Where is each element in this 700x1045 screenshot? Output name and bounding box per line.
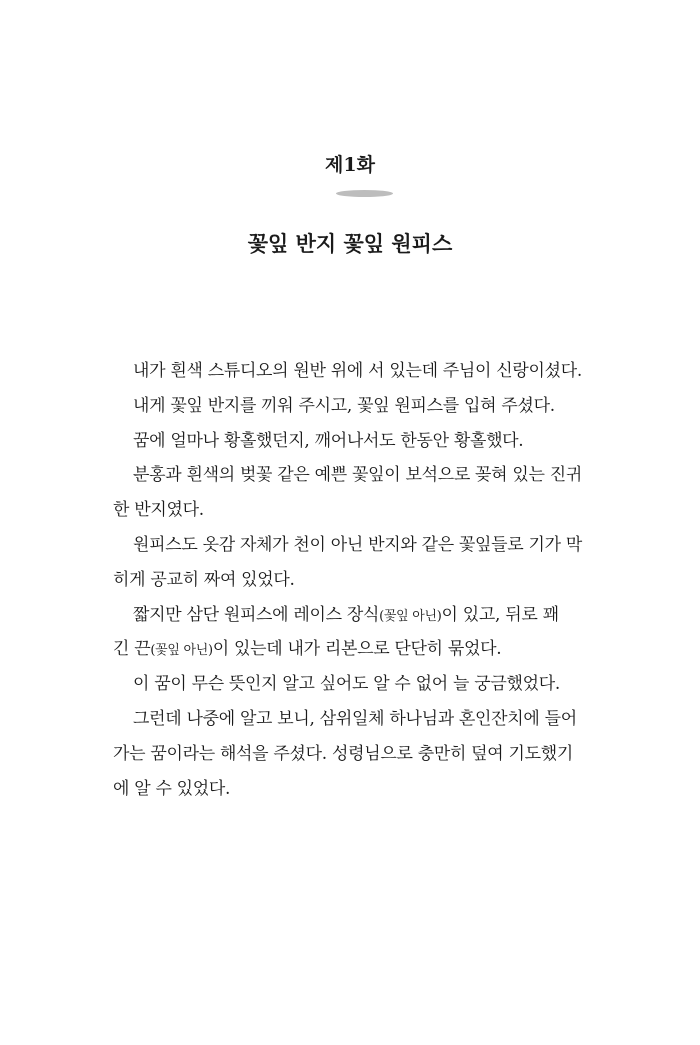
chapter-title: 꽃잎 반지 꽃잎 원피스 xyxy=(247,231,453,256)
text-line xyxy=(113,638,613,673)
text-segment: 이 있고, 뒤로 꽤 xyxy=(441,604,559,625)
text-line: 원피스도 옷감 자체가 천이 아닌 반지와 같은 꽃잎들로 기가 막 xyxy=(133,534,582,555)
text-line: 가는 꿈이라는 해석을 주셨다. 성령님으로 충만히 덮여 기도했기 xyxy=(113,743,574,764)
parenthetical-note: (꽃잎 아닌) xyxy=(150,643,213,659)
text-line xyxy=(113,604,613,639)
text-line: 분홍과 흰색의 벚꽃 같은 예쁜 꽃잎이 보석으로 꽂혀 있는 진귀 xyxy=(133,465,582,486)
text-segment: 긴 끈 xyxy=(113,639,151,660)
text-segment: 짧지만 삼단 원피스에 레이스 장식 xyxy=(133,604,380,625)
text-line: 내가 흰색 스튜디오의 원반 위에 서 있는데 주님이 신랑이셨다. xyxy=(133,361,582,381)
body-text xyxy=(113,360,613,812)
text-line: 한 반지였다. xyxy=(113,500,204,521)
text-segment: 이 있는데 내가 리본으로 단단히 묶었다. xyxy=(212,639,502,660)
text-line: 이 꿈이 무슨 뜻인지 알고 싶어도 알 수 없어 늘 궁금했었다. xyxy=(133,674,560,695)
text-line: 에 알 수 있었다. xyxy=(113,778,231,799)
chapter-label: 제1화 xyxy=(325,154,375,176)
text-line: 내게 꽃잎 반지를 끼워 주시고, 꽃잎 원피스를 입혀 주셨다. xyxy=(133,395,555,416)
text-line: 꿈에 얼마나 황홀했던지, 깨어나서도 한동안 황홀했다. xyxy=(133,430,524,451)
text-line: 그런데 나중에 알고 보니, 삼위일체 하나님과 혼인잔치에 들어 xyxy=(133,708,577,729)
text-line: 히게 공교히 짜여 있었다. xyxy=(113,569,295,590)
ellipse-divider-icon xyxy=(336,190,393,197)
parenthetical-note: (꽃잎 아닌) xyxy=(379,608,442,624)
